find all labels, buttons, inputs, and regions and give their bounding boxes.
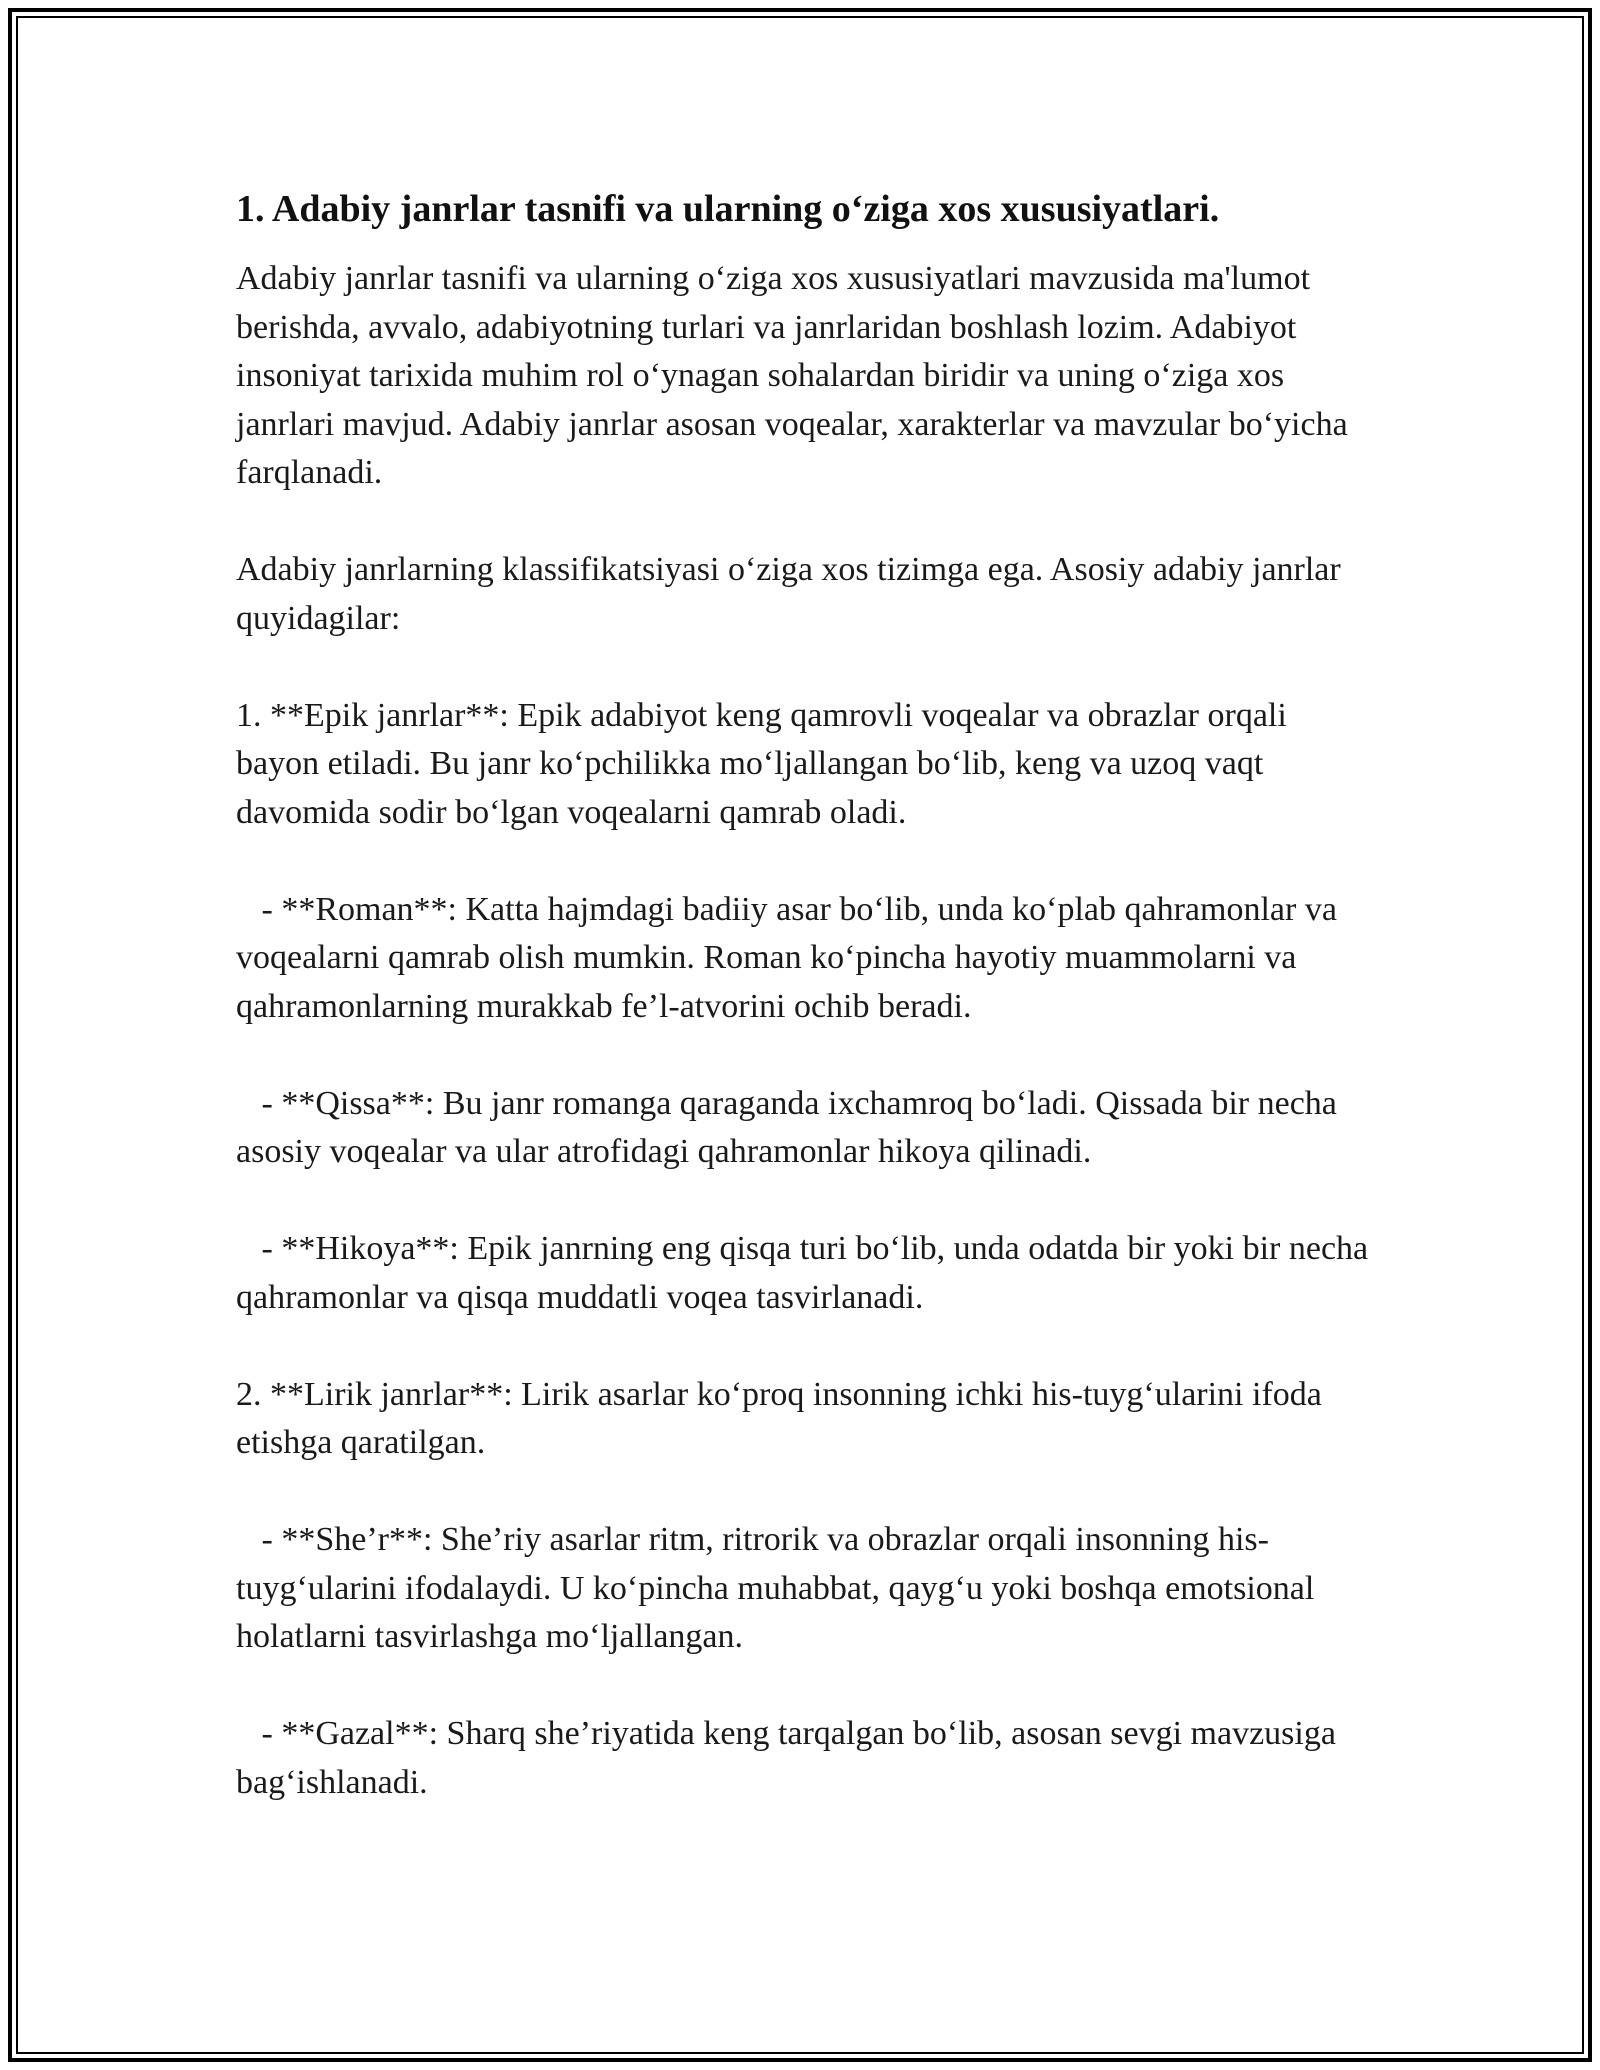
paragraph-lyric-genres: 2. **Lirik janrlar**: Lirik asarlar ko‘proq insonning ichki his-tuyg‘ularini ifoda etishga qaratilgan. [236,1375,1331,1461]
paragraph-hikoya: - **Hikoya**: Epik janrning eng qisqa turi bo‘lib, unda odatda bir yoki bir necha qahramonlar va qisqa muddatli voqea tasvirlanadi. [236,1230,1377,1316]
paragraph-epic-genres: 1. **Epik janrlar**: Epik adabiyot keng qamrovli voqealar va obrazlar orqali bayon etiladi. Bu janr ko‘pchilikka mo‘ljallangan bo‘lib, keng va uzoq vaqt davomida sodir bo‘lgan voqealarni qamrab oladi. [236,696,1296,831]
paragraph-intro: Adabiy janrlar tasnifi va ularning o‘ziga xos xususiyatlari mavzusida ma'lumot berishda, avvalo, adabiyotning turlari va janrlaridan boshlash lozim. Adabiyot insoniyat tarixida muhim rol o‘ynagan sohalardan biridir va uning o‘ziga xos janrlari mavjud. Adabiy janrlar asosan voqealar, xarakterlar va mavzular bo‘yicha farqlanadi. [236,260,1357,491]
paragraph-gazal: - **Gazal**: Sharq she’riyatida keng tarqalgan bo‘lib, asosan sevgi mavzusiga bag‘ishlanadi. [236,1715,1345,1801]
document-heading: 1. Adabiy janrlar tasnifi va ularning o‘ziga xos xususiyatlari. [236,188,1220,230]
document-body [236,185,1376,1856]
paragraph-qissa: - **Qissa**: Bu janr romanga qaraganda ixchamroq bo‘ladi. Qissada bir necha asosiy voqealar va ular atrofidagi qahramonlar hikoya qilinadi. [236,1084,1346,1170]
paragraph-sher: - **She’r**: She’riy asarlar ritm, ritrorik va obrazlar orqali insonning his-tuyg‘ularini ifodalaydi. U ko‘pincha muhabbat, qayg‘u yoki boshqa emotsional holatlarni tasvirlashga mo‘ljallangan. [236,1521,1323,1655]
paragraph-roman: - **Roman**: Katta hajmdagi badiiy asar bo‘lib, unda ko‘plab qahramonlar va voqealarni qamrab olish mumkin. Roman ko‘pincha hayotiy muammolarni va qahramonlarning murakkab fe’l-atvorini ochib beradi. [236,890,1346,1025]
paragraph-classification: Adabiy janrlarning klassifikatsiyasi o‘ziga xos tizimga ega. Asosiy adabiy janrlar quyidagilar: [236,551,1350,637]
